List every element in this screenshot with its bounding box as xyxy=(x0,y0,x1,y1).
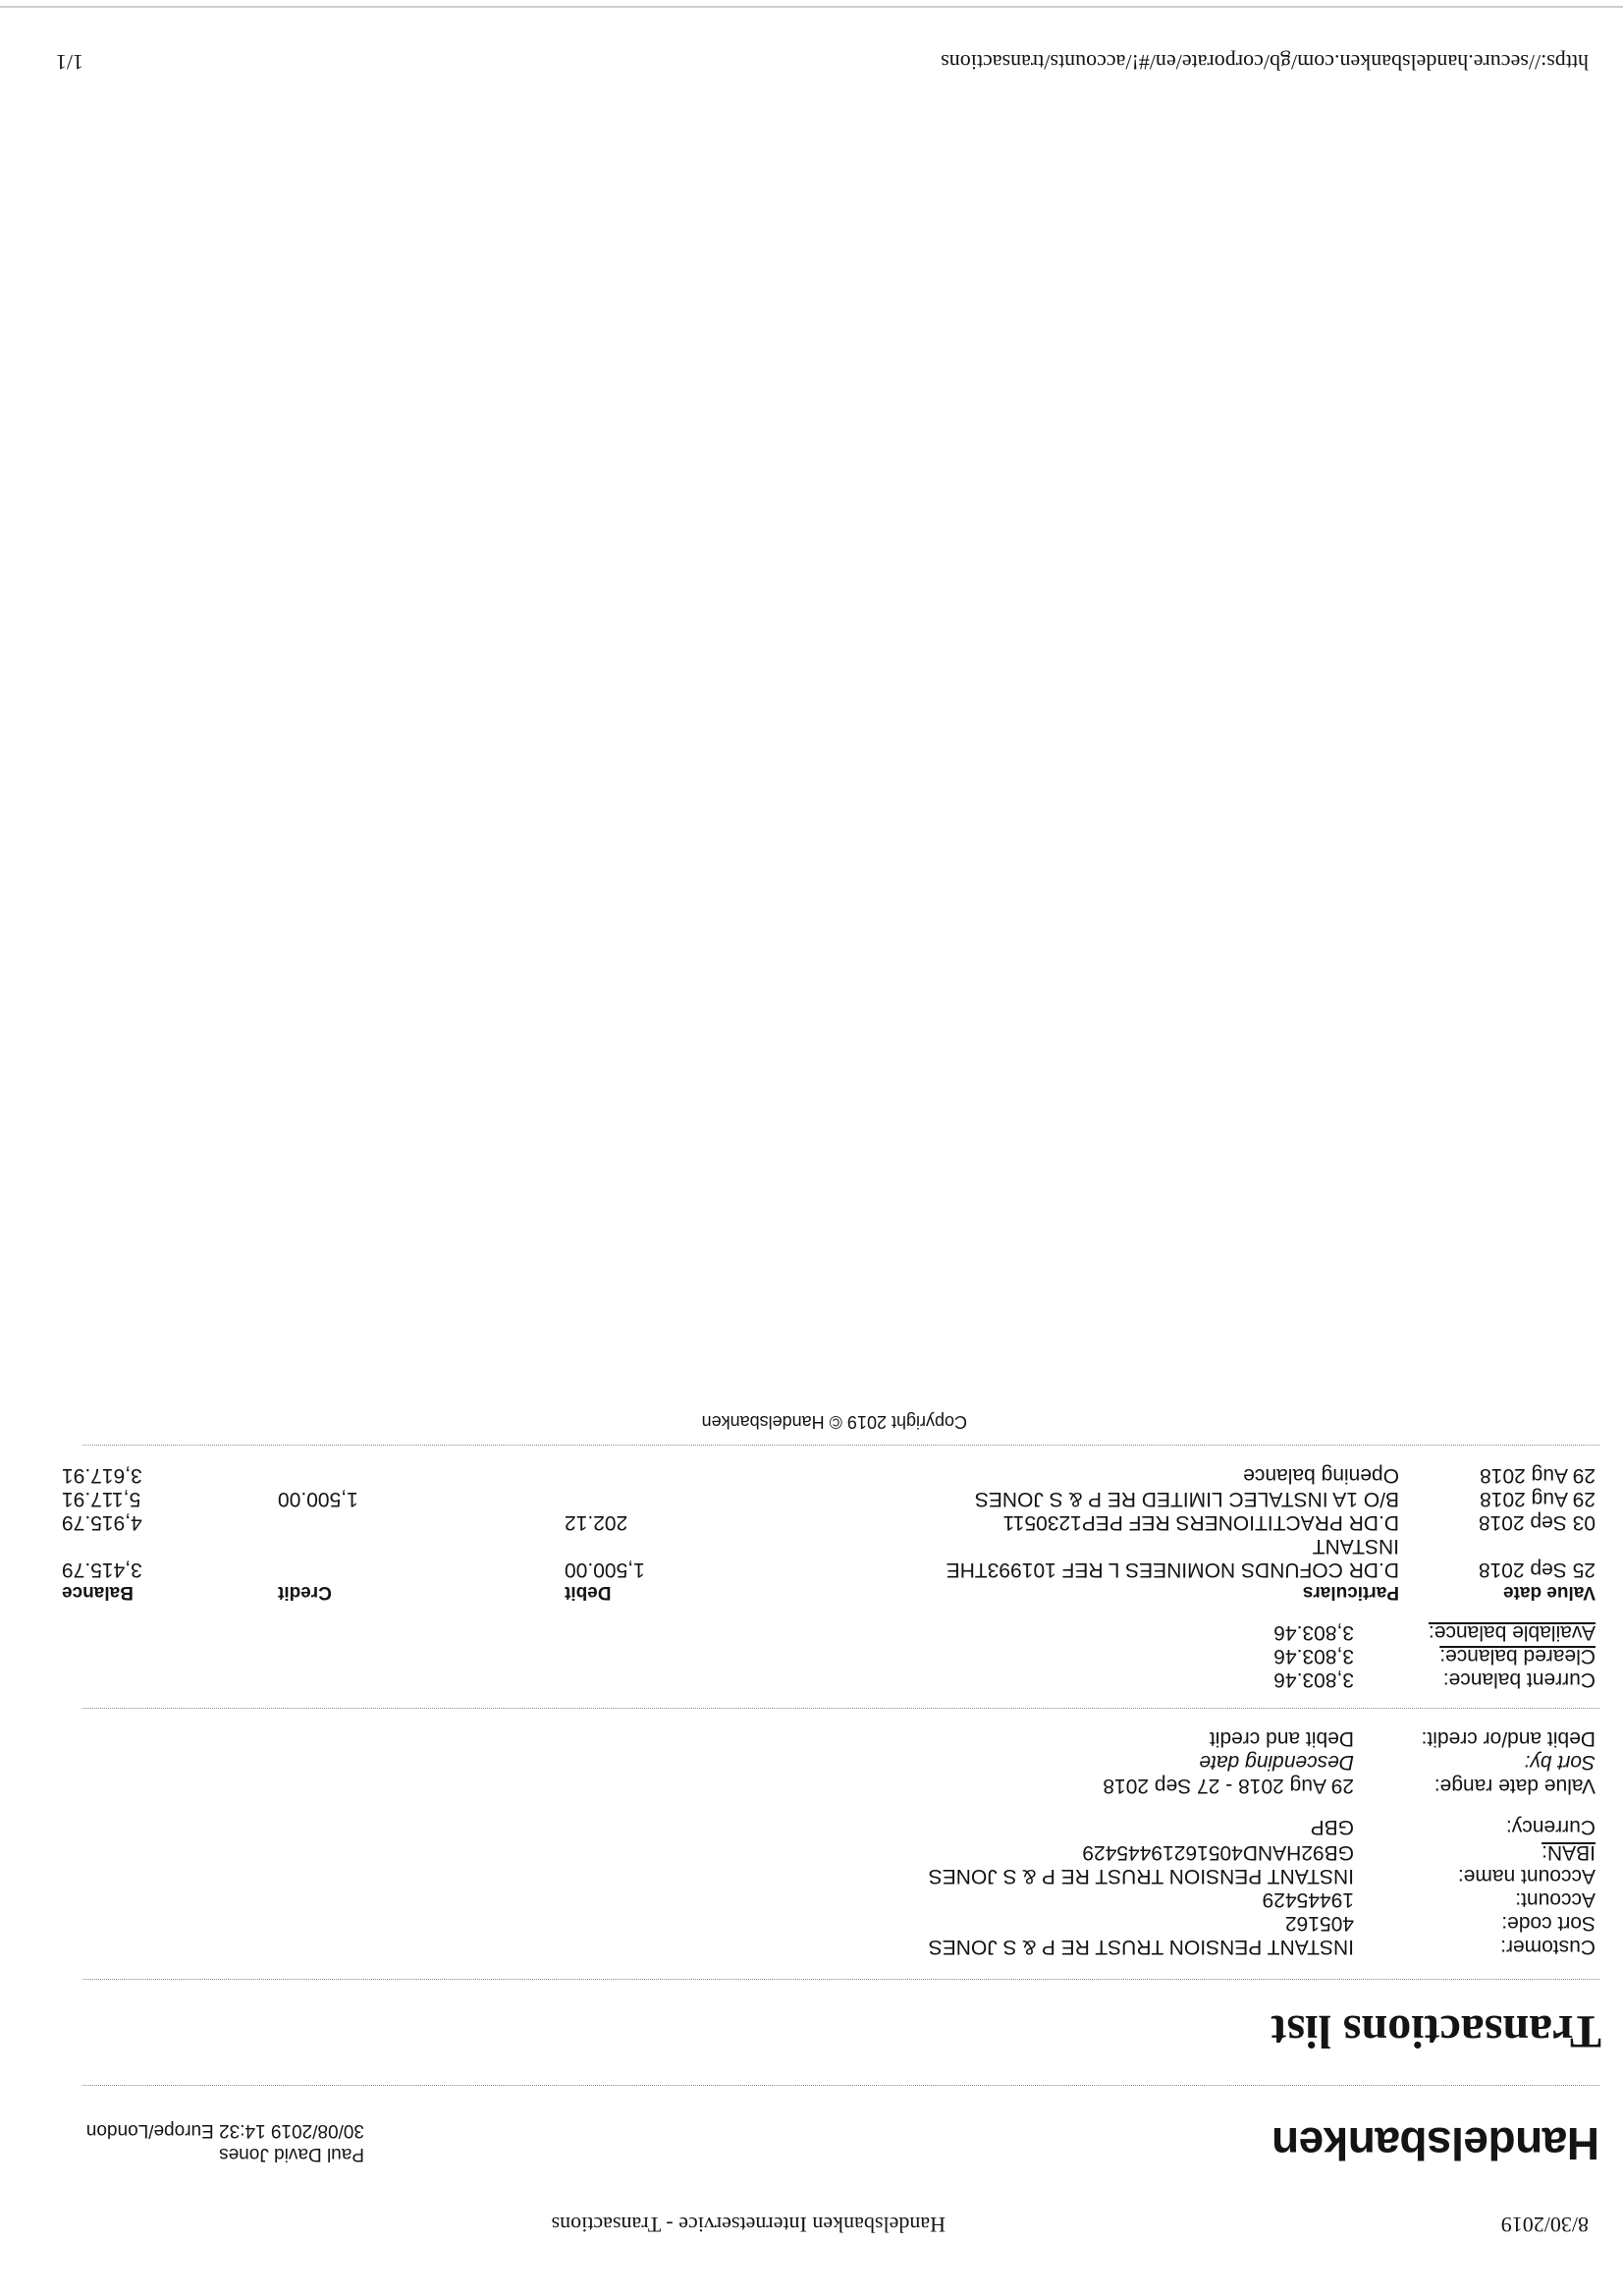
cell-balance: 3,617.91 xyxy=(62,1464,142,1487)
available-balance-value: 3,803.46 xyxy=(1273,1621,1354,1644)
cell-credit: 1,500.00 xyxy=(278,1488,358,1510)
cell-particulars: INSTANT xyxy=(1312,1535,1399,1558)
column-header-balance: Balance xyxy=(62,1582,134,1603)
cell-value-date: 29 Aug 2018 xyxy=(1480,1488,1596,1510)
account-name-value: INSTANT PENSION TRUST RE P & S JONES xyxy=(928,1865,1354,1887)
iban-label: IBAN: xyxy=(1542,1841,1596,1864)
print-page-title: Handelsbanken Internetservice - Transactions xyxy=(551,2213,946,2237)
cell-debit: 1,500.00 xyxy=(565,1558,645,1581)
value-date-range-label: Value date range: xyxy=(1434,1775,1596,1797)
customer-value: INSTANT PENSION TRUST RE P & S JONES xyxy=(928,1936,1354,1958)
cell-value-date: 25 Sep 2018 xyxy=(1478,1558,1596,1581)
current-balance-value: 3,803.46 xyxy=(1273,1668,1354,1691)
divider xyxy=(82,1708,1599,1709)
divider xyxy=(82,2085,1599,2086)
scan-edge xyxy=(0,6,1623,8)
copyright-footer: Copyright 2019 © Handelsbanken xyxy=(701,1412,967,1432)
print-page-number: 1/1 xyxy=(55,50,83,75)
session-timestamp: 30/08/2019 14:32 Europe/London xyxy=(85,2120,364,2141)
page-title: Transactions list xyxy=(1271,2005,1601,2057)
column-header-credit: Credit xyxy=(278,1582,332,1603)
cell-particulars: D.DR PRACTITIONERS REF PEP1230511 xyxy=(1002,1511,1399,1534)
sort-by-value: Descending date xyxy=(1199,1751,1354,1774)
sort-code-label: Sort code: xyxy=(1501,1912,1596,1935)
column-header-value-date: Value date xyxy=(1503,1582,1596,1603)
print-date: 8/30/2019 xyxy=(1500,2213,1589,2237)
bank-logo: Handelsbanken xyxy=(1271,2118,1599,2169)
cell-debit: 202.12 xyxy=(565,1511,628,1534)
cell-particulars: D.DR COFUNDS NOMINEES L REF 101993THE xyxy=(946,1558,1399,1581)
sort-code-value: 405162 xyxy=(1284,1912,1354,1935)
customer-label: Customer: xyxy=(1500,1936,1596,1958)
cell-particulars: Opening balance xyxy=(1243,1464,1399,1487)
cell-particulars: B/O 1A INSTALEC LIMITED RE P & S JONES xyxy=(974,1488,1399,1510)
print-url: https://secure.handelsbanken.com/gb/corporate/en/#!/accounts/transactions xyxy=(941,50,1589,75)
account-label: Account: xyxy=(1515,1888,1596,1911)
value-date-range-value: 29 Aug 2018 - 27 Sep 2018 xyxy=(1103,1775,1354,1797)
currency-value: GBP xyxy=(1310,1816,1354,1838)
iban-value: GB92HAND40516219445429 xyxy=(1082,1841,1354,1864)
cell-balance: 3,415.79 xyxy=(62,1558,142,1581)
account-value: 19445429 xyxy=(1262,1888,1354,1911)
cleared-balance-value: 3,803.46 xyxy=(1273,1645,1354,1667)
cell-balance: 5,117.91 xyxy=(62,1488,141,1510)
available-balance-label: Available balance: xyxy=(1428,1621,1596,1644)
divider xyxy=(82,1445,1599,1446)
column-header-particulars: Particulars xyxy=(1302,1582,1399,1603)
debit-credit-value: Debit and credit xyxy=(1209,1727,1354,1750)
divider xyxy=(82,1979,1599,1980)
cleared-balance-label: Cleared balance: xyxy=(1439,1645,1596,1667)
debit-credit-label: Debit and/or credit: xyxy=(1421,1727,1596,1750)
cell-value-date: 29 Aug 2018 xyxy=(1480,1464,1596,1487)
cell-balance: 4,915.79 xyxy=(62,1511,142,1534)
currency-label: Currency: xyxy=(1505,1816,1596,1838)
account-name-label: Account name: xyxy=(1457,1865,1596,1887)
column-header-debit: Debit xyxy=(565,1582,612,1603)
current-balance-label: Current balance: xyxy=(1442,1668,1596,1691)
cell-value-date: 03 Sep 2018 xyxy=(1478,1511,1596,1534)
user-name: Paul David Jones xyxy=(219,2144,364,2164)
sort-by-label: Sort by: xyxy=(1524,1751,1596,1774)
